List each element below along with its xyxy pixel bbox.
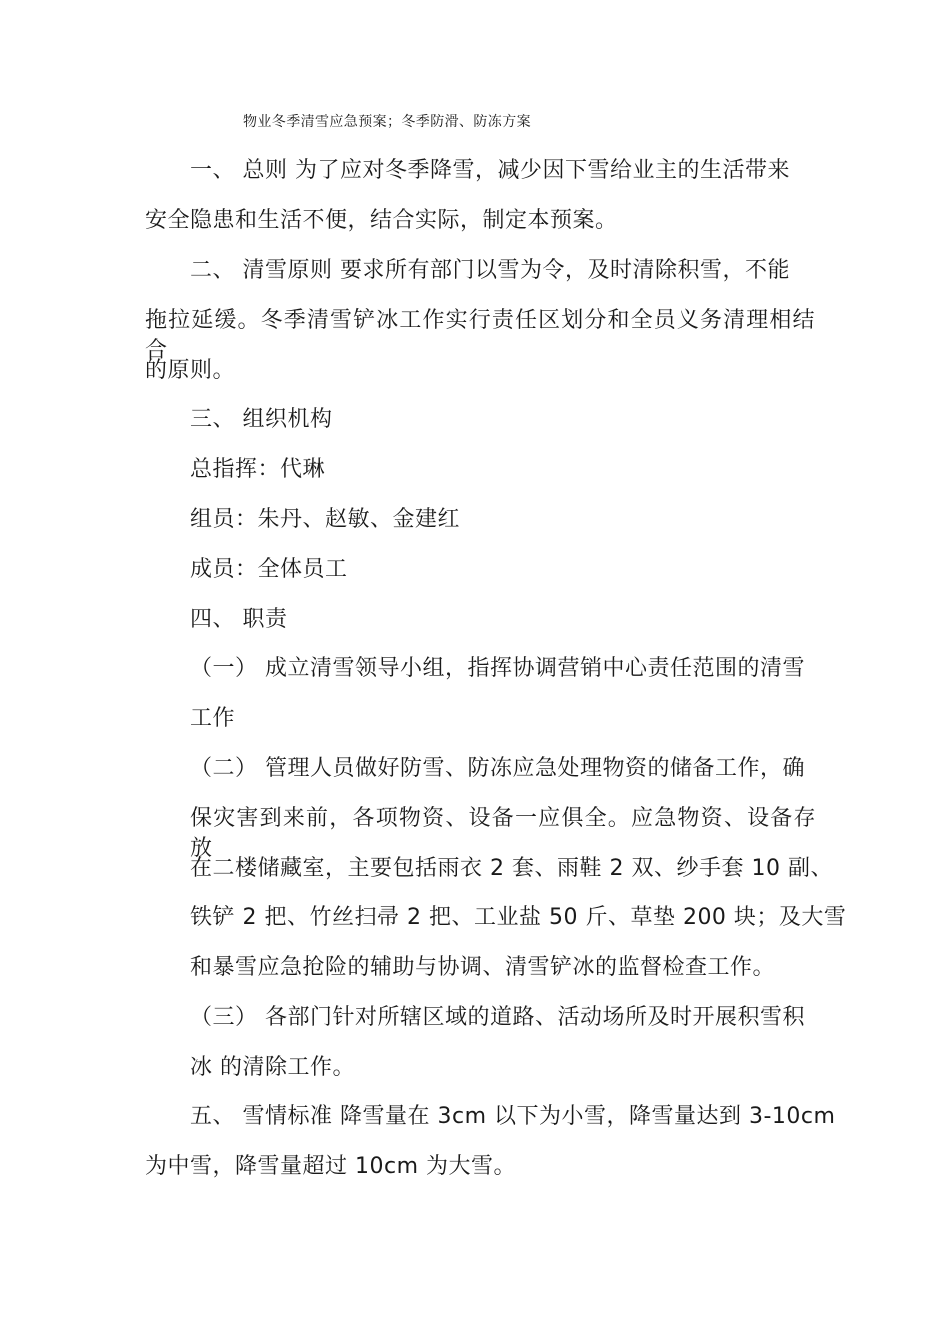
section-1-line-1: 一、 总则 为了应对冬季降雪，减少因下雪给业主的生活带来 [190, 158, 790, 183]
section-5-line-1: 五、 雪情标准 降雪量在 3cm 以下为小雪，降雪量达到 3-10cm [190, 1104, 836, 1129]
section-2-line-3: 的原则。 [145, 358, 236, 383]
duty-2-line-2: 保灾害到来前，各项物资、设备一应俱全。应急物资、设备存放 [190, 806, 816, 861]
section-1-line-2: 安全隐患和生活不便，结合实际，制定本预案。 [145, 208, 618, 233]
section-3-heading: 三、 组织机构 [190, 407, 333, 432]
duty-3-line-2: 冰 的清除工作。 [190, 1055, 355, 1080]
section-2-line-2: 拖拉延缓。冬季清雪铲冰工作实行责任区划分和全员义务清理相结合 [145, 308, 815, 363]
members-line: 组员：朱丹、赵敏、金建红 [190, 507, 461, 532]
duty-1-line-1: （一） 成立清雪领导小组，指挥协调营销中心责任范围的清雪 [190, 656, 805, 681]
duty-3-line-1: （三） 各部门针对所辖区域的道路、活动场所及时开展积雪积 [190, 1005, 805, 1030]
section-4-heading: 四、 职责 [190, 607, 288, 632]
staff-line: 成员：全体员工 [190, 557, 348, 582]
duty-2-line-1: （二） 管理人员做好防雪、防冻应急处理物资的储备工作，确 [190, 756, 805, 781]
duty-2-line-5: 和暴雪应急抢险的辅助与协调、清雪铲冰的监督检查工作。 [190, 955, 776, 980]
commander-line: 总指挥：代琳 [190, 457, 326, 482]
section-5-line-2: 为中雪，降雪量超过 10cm 为大雪。 [145, 1154, 517, 1179]
duty-2-line-3: 在二楼储藏室，主要包括雨衣 2 套、雨鞋 2 双、纱手套 10 副、 [190, 856, 833, 881]
document-title: 物业冬季清雪应急预案；冬季防滑、防冻方案 [243, 114, 531, 130]
duty-1-line-2: 工作 [190, 706, 236, 731]
section-2-line-1: 二、 清雪原则 要求所有部门以雪为令，及时清除积雪，不能 [190, 258, 790, 283]
duty-2-line-4: 铁铲 2 把、竹丝扫帚 2 把、工业盐 50 斤、草垫 200 块；及大雪 [190, 905, 847, 930]
